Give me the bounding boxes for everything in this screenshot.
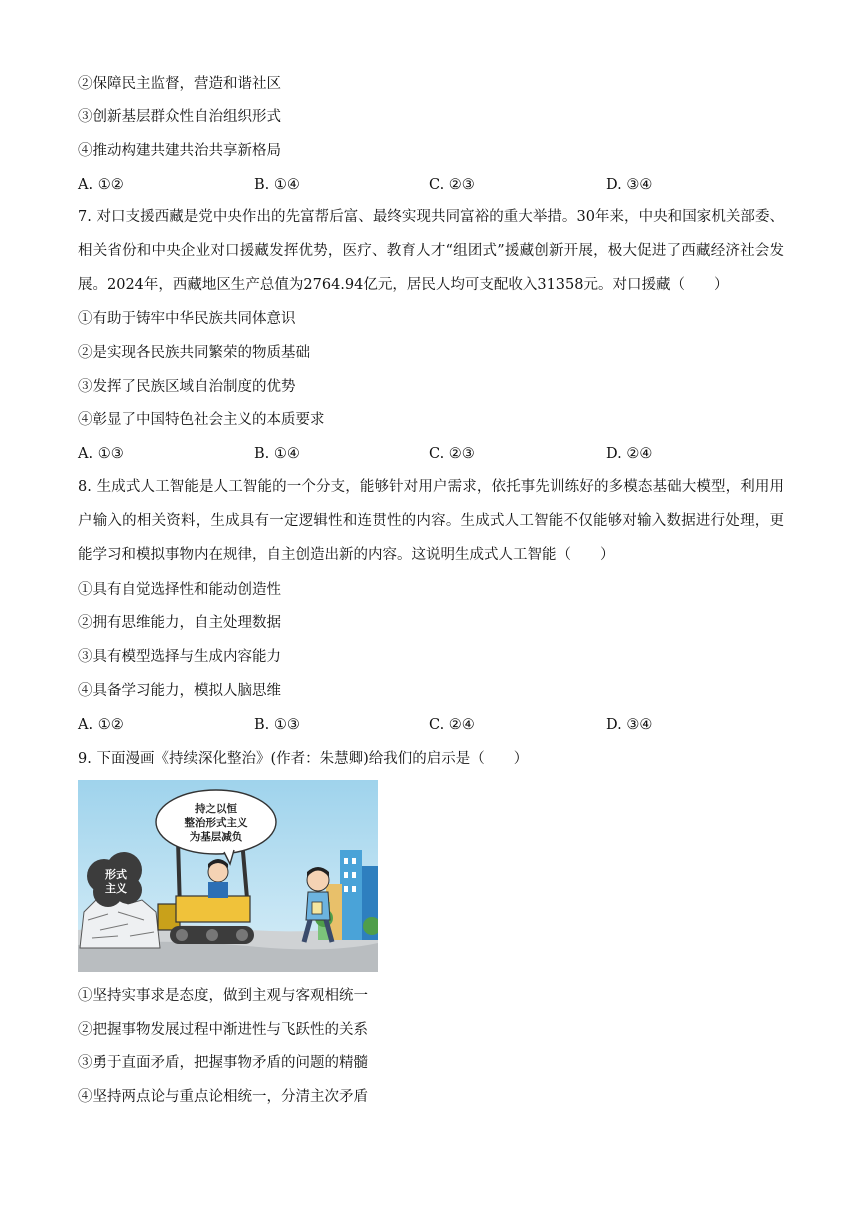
q8-item-4: ④具备学习能力，模拟人脑思维 [78, 683, 281, 699]
q9-item-4: ④坚持两点论与重点论相统一，分清主次矛盾 [78, 1089, 368, 1105]
cartoon-image [78, 780, 378, 972]
q9-item-1: ①坚持实事求是态度，做到主观与客观相统一 [78, 988, 368, 1004]
bubble-line-2: 整治形式主义 [184, 817, 248, 829]
q8-item-3: ③具有模型选择与生成内容能力 [78, 649, 281, 665]
q8-item-2: ②拥有思维能力，自主处理数据 [78, 615, 281, 631]
bubble-line-3: 为基层减负 [189, 831, 243, 843]
q8-item-1: ①具有自觉选择性和能动创造性 [78, 582, 281, 598]
q7-options [78, 444, 784, 464]
q7-option-b[interactable]: B. ①④ [254, 446, 300, 462]
bubble-line-1: 持之以恒 [195, 803, 237, 815]
cloud-label-line-1: 形式 [105, 868, 127, 881]
q7-option-a[interactable]: A. ①③ [78, 446, 124, 462]
cloud-label-line-2: 主义 [105, 882, 127, 895]
q7-stem: 7. 对口支援西藏是党中央作出的先富帮后富、最终实现共同富裕的重大举措。30年来，中央和国家机关部委、相关省份和中央企业对口援藏发挥优势，医疗、教育人才“组团式”援藏创新开展，极大促进了西藏经济社会发展。2024年，西藏地区生产总值为2764.94亿元，居民人均可支配收入31358元。对口援藏（ ） [78, 209, 784, 293]
q8-stem: 8. 生成式人工智能是人工智能的一个分支，能够针对用户需求，依托事先训练好的多模态基础大模型，利用用户输入的相关资料，生成具有一定逻辑性和连贯性的内容。生成式人工智能不仅能够对输入数据进行处理，更能学习和模拟事物内在规律，自主创造出新的内容。这说明生成式人工智能（ ） [78, 479, 784, 563]
q6-option-b[interactable]: B. ①④ [254, 177, 300, 193]
q6-item-2: ②保障民主监督，营造和谐社区 [78, 76, 281, 92]
q7-option-c[interactable]: C. ②③ [429, 446, 475, 462]
q8-option-b[interactable]: B. ①③ [254, 717, 300, 733]
q6-item-4: ④推动构建共建共治共享新格局 [78, 143, 281, 159]
q8-option-c[interactable]: C. ②④ [429, 717, 475, 733]
q7-item-3: ③发挥了民族区域自治制度的优势 [78, 379, 296, 395]
q6-options [78, 175, 784, 195]
q6-option-a[interactable]: A. ①② [78, 177, 124, 193]
q6-option-d[interactable]: D. ③④ [606, 177, 653, 193]
q9-item-3: ③勇于直面矛盾，把握事物矛盾的问题的精髓 [78, 1055, 368, 1071]
q8-option-a[interactable]: A. ①② [78, 717, 124, 733]
q6-option-c[interactable]: C. ②③ [429, 177, 475, 193]
q7-item-1: ①有助于铸牢中华民族共同体意识 [78, 311, 296, 327]
q6-item-3: ③创新基层群众性自治组织形式 [78, 109, 281, 125]
q7-item-2: ②是实现各民族共同繁荣的物质基础 [78, 345, 310, 361]
q9-stem: 9. 下面漫画《持续深化整治》(作者：朱慧卿)给我们的启示是（ ） [78, 751, 529, 767]
q9-item-2: ②把握事物发展过程中渐进性与飞跃性的关系 [78, 1022, 368, 1038]
q8-options [78, 715, 784, 735]
driver-figure [208, 859, 228, 898]
q8-option-d[interactable]: D. ③④ [606, 717, 653, 733]
q7-option-d[interactable]: D. ②④ [606, 446, 653, 462]
q7-item-4: ④彰显了中国特色社会主义的本质要求 [78, 412, 325, 428]
